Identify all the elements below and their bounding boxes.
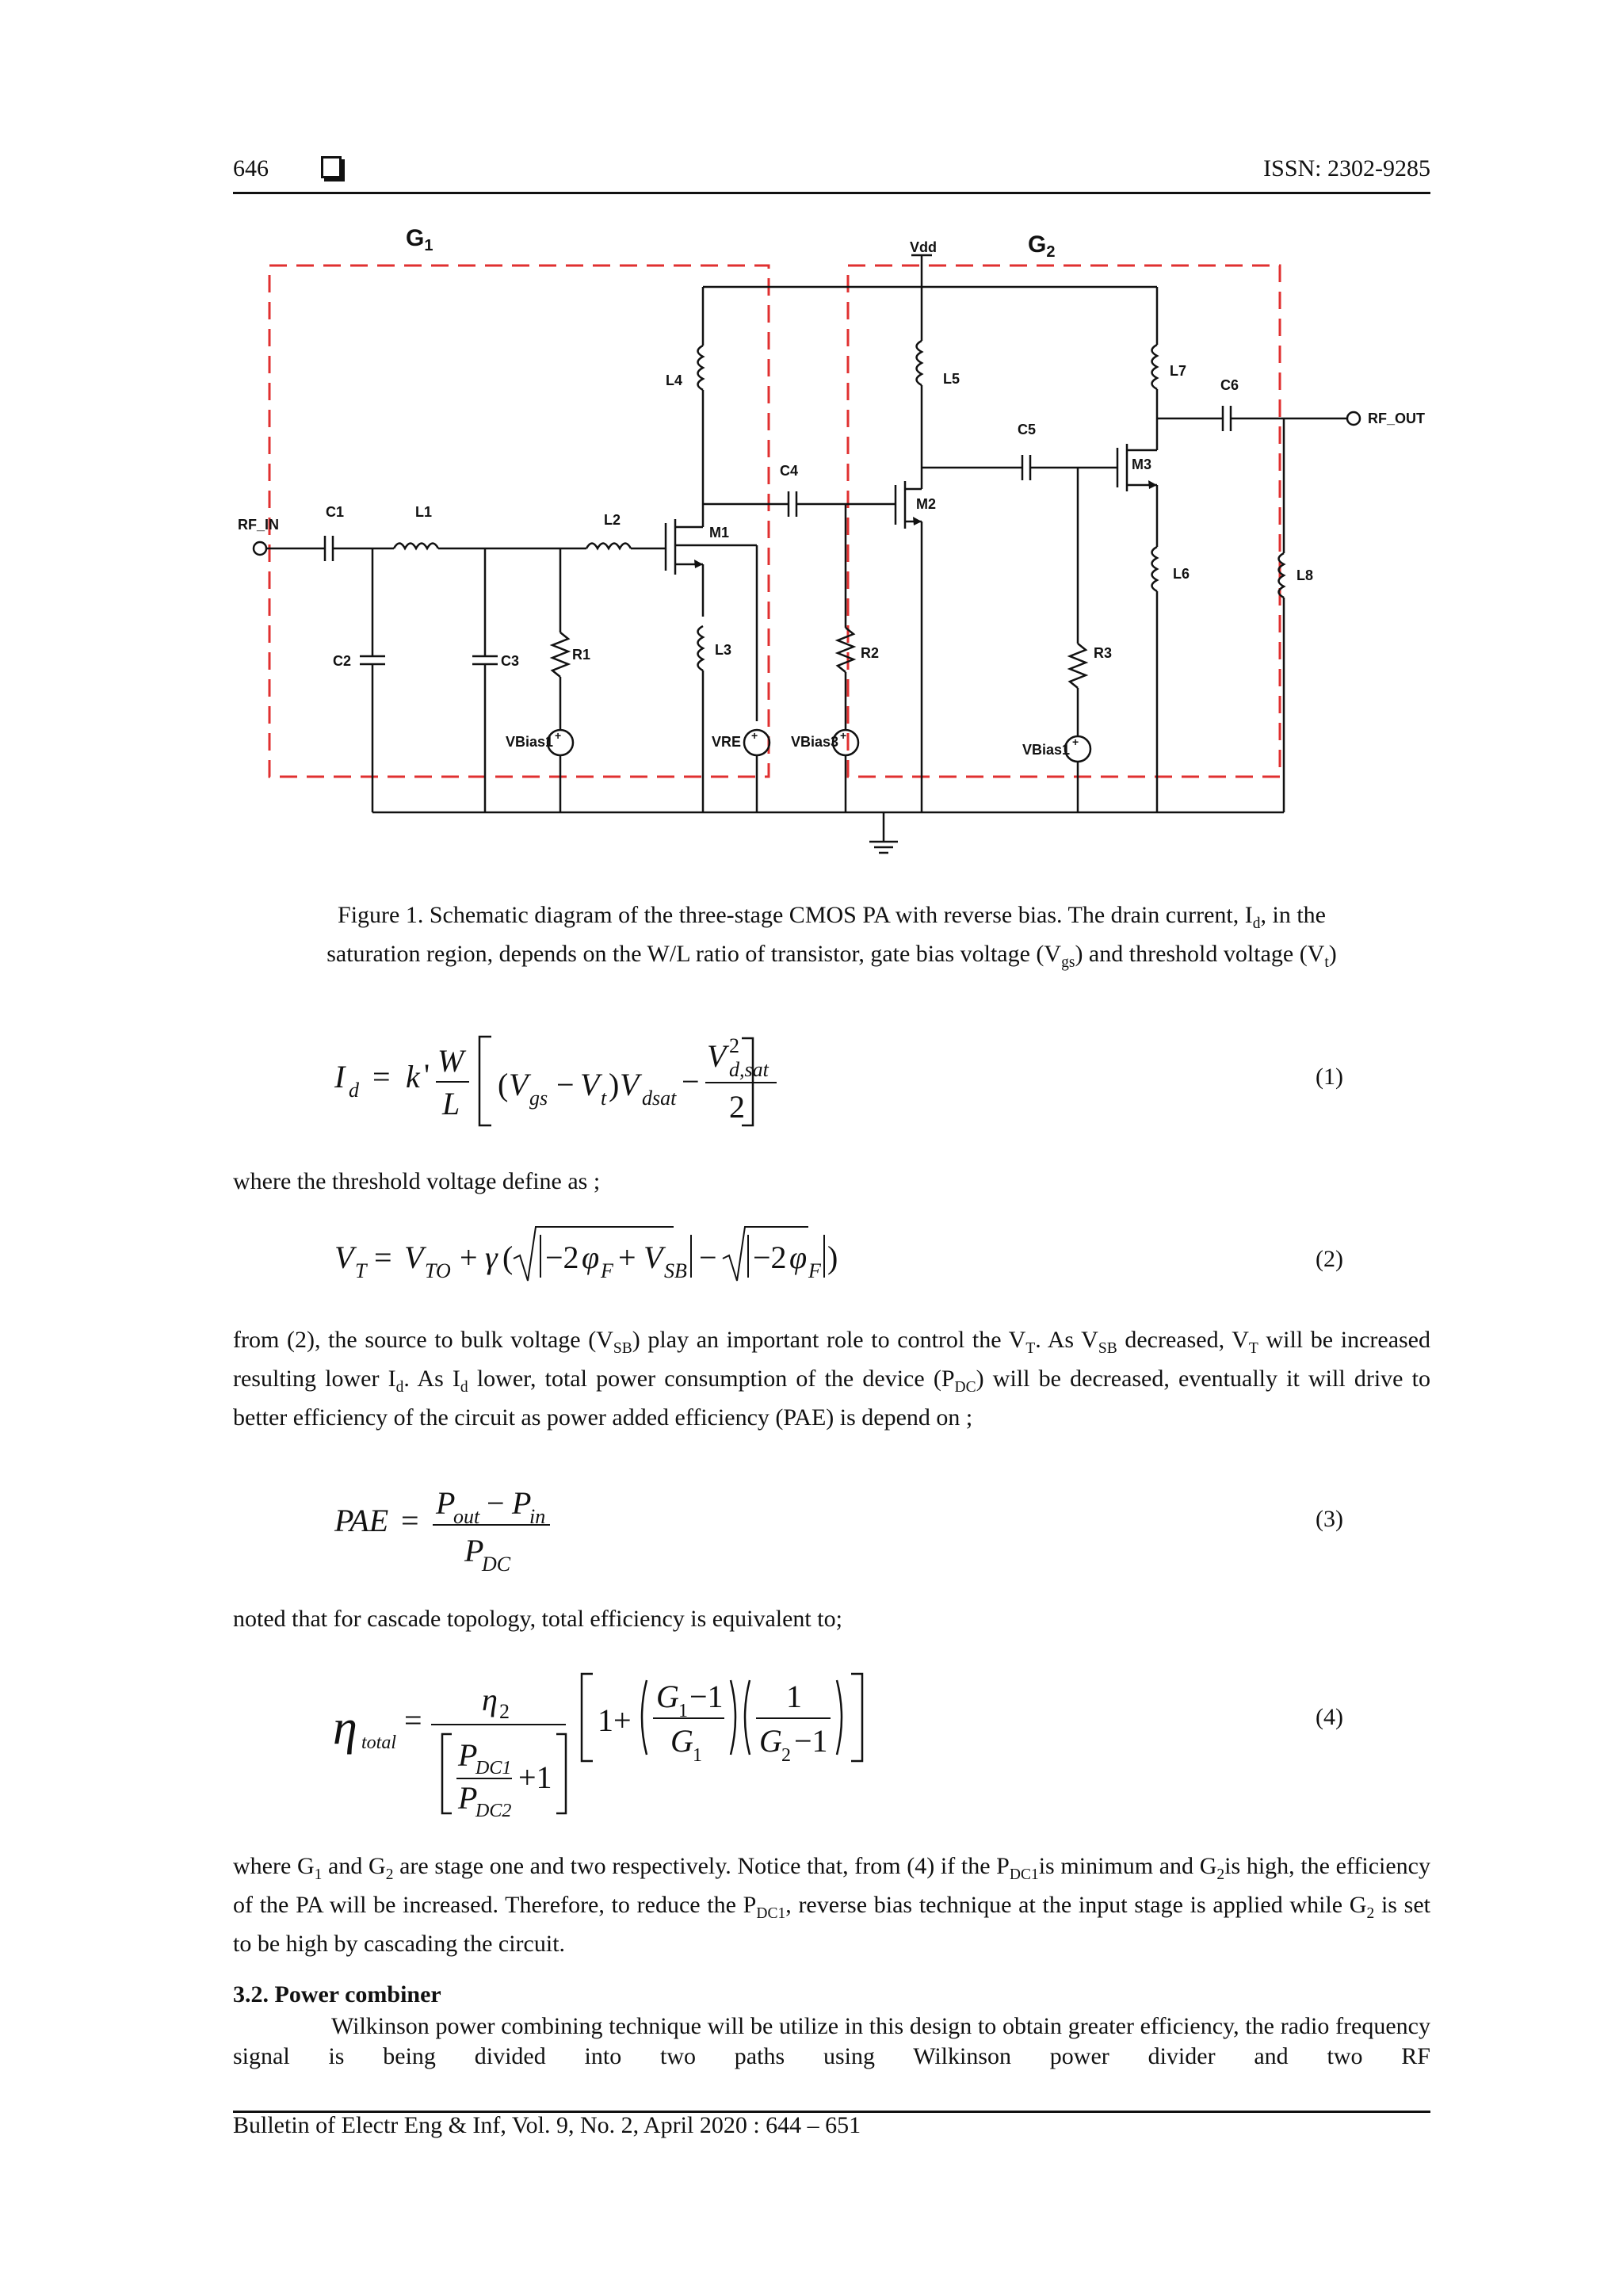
footer-citation: Bulletin of Electr Eng & Inf, Vol. 9, No. 2, April 2020 : 644 – 651 (233, 2112, 861, 2138)
svg-text:gs: gs (529, 1087, 548, 1110)
svg-text:2: 2 (729, 1034, 739, 1057)
svg-text:F: F (808, 1259, 821, 1282)
circuit-schematic (0, 0, 1623, 888)
svg-text:DC: DC (482, 1553, 511, 1576)
svg-text:dsat: dsat (642, 1087, 677, 1110)
svg-text:PAE: PAE (334, 1503, 389, 1538)
label-c4: C4 (780, 463, 799, 479)
label-r2: R2 (861, 645, 880, 661)
svg-text:V: V (620, 1067, 640, 1102)
svg-text:V: V (404, 1240, 424, 1275)
svg-text:−: − (556, 1067, 575, 1102)
svg-text:': ' (424, 1057, 430, 1093)
svg-text:φ: φ (789, 1240, 808, 1275)
paragraph-5: Wilkinson power combining technique will be utilize in this design to obtain greater efficiency, the radio frequency signal is being divided into two paths using Wilkinson power divider and two RF (233, 2013, 1430, 2069)
page-number: 646 (233, 155, 269, 181)
svg-text:V: V (509, 1067, 529, 1102)
equation-1 (333, 1022, 777, 1149)
svg-text:η: η (333, 1701, 357, 1755)
label-vbias1-b: VBias1 (1022, 742, 1071, 758)
svg-text:W: W (437, 1043, 464, 1079)
svg-text:T: T (355, 1259, 367, 1282)
svg-text:G: G (656, 1679, 679, 1714)
svg-text:k: k (406, 1059, 420, 1095)
label-vre: VRE (712, 734, 742, 750)
equation-2 (333, 1221, 840, 1292)
paragraph-2: from (2), the source to bulk voltage $(V_{SB})$ play an important role to control the $V_T$. As $V_{SB}$ decreased, $V_T$ will be increased resulting lower $I_d$. As $I_d$ lower, total power consumption of the device $(P_{DC})$ will be decreased, eventually it will drive to better efficiency of the circuit as power added efficiency (PAE) is depend on ; (233, 1327, 1431, 1431)
svg-text:DC1: DC1 (475, 1758, 512, 1778)
label-c2: C2 (333, 653, 352, 669)
equation-4-number: (4) (1316, 1704, 1343, 1730)
svg-text:L: L (442, 1086, 460, 1121)
svg-text:+: + (1072, 735, 1079, 748)
svg-text:φ: φ (582, 1240, 600, 1275)
svg-text:+: + (618, 1240, 636, 1275)
svg-text:DC2: DC2 (475, 1801, 512, 1821)
svg-text:in: in (529, 1505, 546, 1528)
svg-text:=: = (374, 1240, 392, 1275)
svg-text:+: + (460, 1240, 478, 1275)
svg-text:TO: TO (425, 1259, 451, 1282)
figure-caption: Figure 1. Schematic diagram of the three-stage CMOS PA with reverse bias. The drain current, $I_d$, in the saturation region, depends on the W/L ratio of transistor, gate bias voltage $(V_{gs})$ and threshold voltage $(V_t)$ (327, 902, 1337, 971)
svg-text:SB: SB (664, 1259, 687, 1282)
svg-text:out: out (453, 1505, 480, 1528)
svg-text:): ) (609, 1067, 620, 1102)
svg-text:−1: −1 (689, 1679, 724, 1714)
svg-text:d,sat: d,sat (729, 1058, 769, 1081)
label-vdd: Vdd (910, 239, 937, 255)
label-rf-in: RF_IN (238, 517, 280, 533)
label-l1: L1 (415, 504, 433, 520)
svg-text:total: total (361, 1733, 397, 1753)
svg-text:(: ( (498, 1067, 509, 1102)
svg-text:=: = (401, 1503, 419, 1538)
equation-1-number: (1) (1316, 1064, 1343, 1090)
label-l4: L4 (666, 372, 683, 388)
paragraph-3: noted that for cascade topology, total efficiency is equivalent to; (233, 1606, 842, 1632)
svg-text:1: 1 (693, 1745, 702, 1766)
label-c3: C3 (501, 653, 520, 669)
svg-text:): ) (827, 1240, 838, 1275)
label-l7: L7 (1170, 363, 1187, 379)
svg-text:γ: γ (485, 1240, 498, 1275)
svg-text:P: P (458, 1737, 478, 1773)
svg-text:V: V (643, 1240, 663, 1275)
svg-text:η: η (482, 1682, 498, 1717)
label-c6: C6 (1220, 377, 1239, 393)
svg-text:V: V (707, 1038, 727, 1074)
section-heading: 3.2. Power combiner (233, 1981, 441, 2008)
equation-2-number: (2) (1316, 1246, 1343, 1272)
label-l6: L6 (1173, 566, 1190, 582)
label-r1: R1 (572, 647, 591, 663)
label-vbias3: VBias3 (791, 734, 839, 750)
equation-3-number: (3) (1316, 1506, 1343, 1532)
svg-text:2: 2 (781, 1745, 791, 1766)
label-rf-out: RF_OUT (1368, 411, 1425, 426)
equation-1-bracket (740, 1037, 756, 1127)
svg-text:d: d (349, 1079, 359, 1102)
svg-text:=: = (372, 1059, 391, 1095)
label-g2: $G_2$ (1028, 231, 1056, 261)
svg-text:P: P (458, 1780, 478, 1816)
paragraph-1: where the threshold voltage define as ; (233, 1168, 601, 1194)
svg-text:G: G (759, 1723, 782, 1759)
svg-text:−2: −2 (545, 1240, 579, 1275)
svg-text:+: + (840, 729, 847, 742)
equation-4 (331, 1664, 886, 1823)
stage-g1-box (269, 266, 769, 777)
label-l5: L5 (943, 371, 960, 387)
label-l3: L3 (715, 642, 732, 658)
svg-text:V: V (334, 1240, 354, 1275)
label-c1: C1 (326, 504, 345, 520)
label-m3: M3 (1132, 457, 1152, 472)
svg-text:1: 1 (786, 1679, 802, 1714)
paragraph-4: where $G_1$ and $G_2$ are stage one and two respectively. Notice that, from (4) if the $P_{DC1}is$ minimum and $G_2is$ high, the efficiency of the PA will be increased. Therefore, to reduce the $P_{DC1}$, reverse bias technique at the input stage is applied while $G_2$ is set to be high by cascading the circuit. (233, 1853, 1431, 1957)
label-vbias1-a: VBias1 (506, 734, 554, 750)
svg-text:=: = (404, 1702, 422, 1738)
svg-text:P: P (436, 1485, 456, 1521)
svg-text:−1: −1 (794, 1723, 828, 1759)
svg-text:−: − (487, 1485, 505, 1521)
label-g1: $G_1$ (406, 225, 433, 254)
svg-text:+: + (555, 729, 562, 742)
label-m1: M1 (709, 525, 730, 541)
label-m2: M2 (916, 496, 937, 512)
svg-text:P: P (512, 1485, 532, 1521)
svg-text:I: I (334, 1059, 346, 1095)
svg-text:−: − (699, 1240, 717, 1275)
svg-text:P: P (464, 1533, 484, 1568)
label-r3: R3 (1094, 645, 1113, 661)
svg-text:2: 2 (499, 1700, 510, 1723)
equation-3 (333, 1479, 571, 1582)
svg-text:1+: 1+ (598, 1702, 632, 1738)
svg-text:+: + (751, 729, 758, 742)
svg-text:2: 2 (729, 1089, 745, 1125)
svg-text:F: F (601, 1259, 613, 1282)
svg-text:G: G (670, 1723, 693, 1759)
svg-text:−: − (682, 1064, 700, 1099)
svg-text:V: V (580, 1067, 600, 1102)
svg-text:1: 1 (678, 1701, 688, 1721)
issn: ISSN: 2302-9285 (1263, 155, 1430, 181)
svg-text:+1: +1 (518, 1759, 552, 1795)
svg-text:−2: −2 (753, 1240, 787, 1275)
label-c5: C5 (1018, 422, 1037, 437)
label-l8: L8 (1296, 567, 1314, 583)
svg-text:(: ( (502, 1240, 514, 1275)
label-l2: L2 (604, 512, 621, 528)
svg-text:t: t (601, 1087, 607, 1110)
